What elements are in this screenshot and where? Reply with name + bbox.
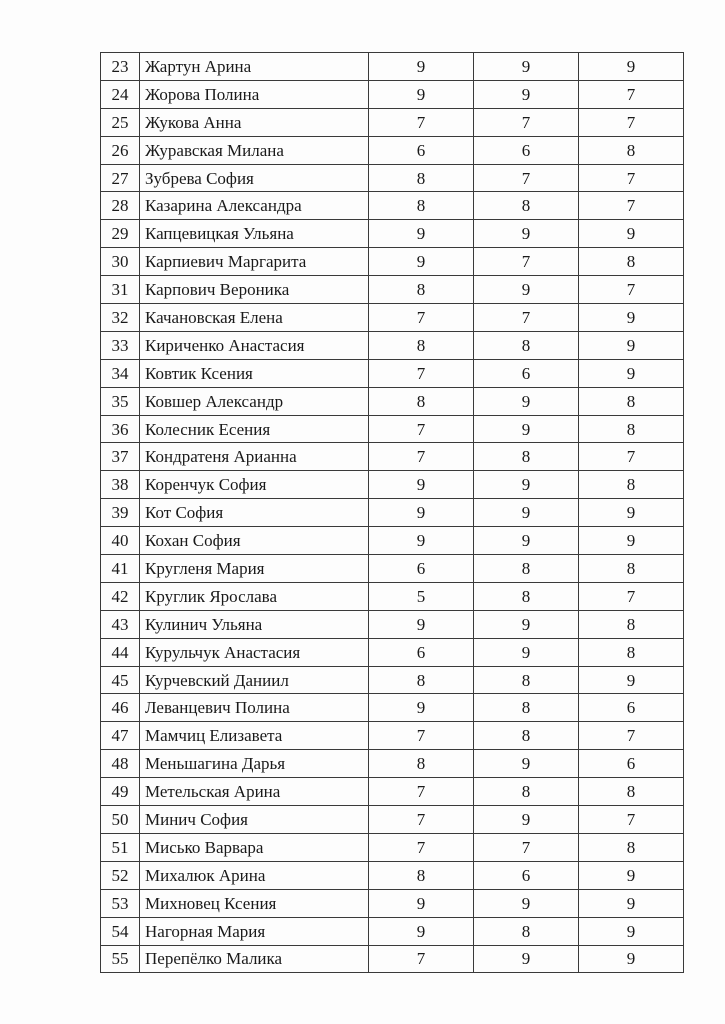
grade-cell-1: 9: [369, 499, 474, 527]
grade-cell-1: 8: [369, 861, 474, 889]
student-name-cell: Кот София: [140, 499, 369, 527]
row-number-cell: 29: [101, 220, 140, 248]
grade-cell-1: 9: [369, 248, 474, 276]
row-number-cell: 51: [101, 833, 140, 861]
grade-cell-1: 7: [369, 443, 474, 471]
grade-cell-2: 9: [474, 806, 579, 834]
student-name-cell: Минич София: [140, 806, 369, 834]
grade-cell-2: 8: [474, 666, 579, 694]
grade-cell-3: 9: [579, 861, 684, 889]
row-number-cell: 26: [101, 136, 140, 164]
grade-cell-2: 8: [474, 331, 579, 359]
grade-cell-3: 9: [579, 889, 684, 917]
table-row: [101, 359, 684, 387]
student-name-cell: Кулинич Ульяна: [140, 610, 369, 638]
table-row: [101, 694, 684, 722]
table-row: [101, 220, 684, 248]
grade-cell-1: 8: [369, 387, 474, 415]
student-name-cell: Кириченко Анастасия: [140, 331, 369, 359]
grade-cell-3: 9: [579, 527, 684, 555]
table-row: [101, 53, 684, 81]
grade-cell-3: 9: [579, 220, 684, 248]
grade-cell-2: 9: [474, 276, 579, 304]
table-row: [101, 471, 684, 499]
table-row: [101, 80, 684, 108]
student-name-cell: Казарина Александра: [140, 192, 369, 220]
table-row: [101, 304, 684, 332]
student-name-cell: Журавская Милана: [140, 136, 369, 164]
grade-cell-3: 9: [579, 499, 684, 527]
grade-cell-3: 8: [579, 248, 684, 276]
grade-cell-3: 8: [579, 610, 684, 638]
row-number-cell: 41: [101, 555, 140, 583]
row-number-cell: 23: [101, 53, 140, 81]
grade-cell-2: 9: [474, 471, 579, 499]
row-number-cell: 40: [101, 527, 140, 555]
table-row: [101, 527, 684, 555]
grade-cell-2: 8: [474, 778, 579, 806]
row-number-cell: 35: [101, 387, 140, 415]
grade-cell-3: 9: [579, 666, 684, 694]
row-number-cell: 50: [101, 806, 140, 834]
student-name-cell: Михновец Ксения: [140, 889, 369, 917]
table-row: [101, 499, 684, 527]
row-number-cell: 34: [101, 359, 140, 387]
grade-cell-1: 7: [369, 108, 474, 136]
grade-cell-1: 8: [369, 192, 474, 220]
table-row: [101, 331, 684, 359]
table-row: [101, 889, 684, 917]
grade-cell-3: 7: [579, 722, 684, 750]
grade-cell-3: 7: [579, 582, 684, 610]
grade-cell-2: 9: [474, 610, 579, 638]
grade-cell-1: 5: [369, 582, 474, 610]
grade-cell-2: 8: [474, 694, 579, 722]
grade-cell-1: 8: [369, 666, 474, 694]
student-name-cell: Круглик Ярослава: [140, 582, 369, 610]
row-number-cell: 49: [101, 778, 140, 806]
grade-cell-1: 6: [369, 638, 474, 666]
student-name-cell: Нагорная Мария: [140, 917, 369, 945]
row-number-cell: 38: [101, 471, 140, 499]
student-name-cell: Кохан София: [140, 527, 369, 555]
grade-cell-3: 9: [579, 53, 684, 81]
student-name-cell: Капцевицкая Ульяна: [140, 220, 369, 248]
grade-cell-3: 8: [579, 387, 684, 415]
grades-table-body: [101, 53, 684, 973]
grade-cell-1: 9: [369, 917, 474, 945]
table-row: [101, 582, 684, 610]
grade-cell-3: 8: [579, 415, 684, 443]
grade-cell-2: 7: [474, 164, 579, 192]
grade-cell-2: 9: [474, 415, 579, 443]
student-name-cell: Курульчук Анастасия: [140, 638, 369, 666]
table-row: [101, 555, 684, 583]
grade-cell-1: 9: [369, 889, 474, 917]
grade-cell-2: 9: [474, 638, 579, 666]
table-row: [101, 750, 684, 778]
grade-cell-2: 7: [474, 833, 579, 861]
row-number-cell: 28: [101, 192, 140, 220]
grade-cell-1: 8: [369, 331, 474, 359]
grade-cell-1: 9: [369, 694, 474, 722]
grade-cell-1: 7: [369, 359, 474, 387]
grade-cell-1: 9: [369, 471, 474, 499]
grade-cell-2: 6: [474, 136, 579, 164]
grade-cell-3: 9: [579, 945, 684, 973]
grade-cell-3: 9: [579, 917, 684, 945]
row-number-cell: 48: [101, 750, 140, 778]
table-row: [101, 833, 684, 861]
grade-cell-1: 7: [369, 722, 474, 750]
row-number-cell: 33: [101, 331, 140, 359]
student-name-cell: Леванцевич Полина: [140, 694, 369, 722]
table-row: [101, 387, 684, 415]
student-name-cell: Коренчук София: [140, 471, 369, 499]
row-number-cell: 30: [101, 248, 140, 276]
table-row: [101, 861, 684, 889]
student-name-cell: Курчевский Даниил: [140, 666, 369, 694]
grade-cell-1: 7: [369, 415, 474, 443]
grade-cell-3: 8: [579, 638, 684, 666]
grade-cell-1: 9: [369, 610, 474, 638]
grade-cell-3: 7: [579, 443, 684, 471]
row-number-cell: 43: [101, 610, 140, 638]
row-number-cell: 25: [101, 108, 140, 136]
student-name-cell: Жорова Полина: [140, 80, 369, 108]
grade-cell-2: 9: [474, 750, 579, 778]
row-number-cell: 53: [101, 889, 140, 917]
row-number-cell: 54: [101, 917, 140, 945]
grade-cell-1: 7: [369, 304, 474, 332]
student-name-cell: Жартун Арина: [140, 53, 369, 81]
table-row: [101, 666, 684, 694]
row-number-cell: 37: [101, 443, 140, 471]
table-row: [101, 276, 684, 304]
student-name-cell: Жукова Анна: [140, 108, 369, 136]
grade-cell-1: 7: [369, 833, 474, 861]
row-number-cell: 31: [101, 276, 140, 304]
table-row: [101, 164, 684, 192]
grade-cell-2: 7: [474, 108, 579, 136]
grade-cell-3: 6: [579, 750, 684, 778]
grade-cell-2: 9: [474, 53, 579, 81]
row-number-cell: 32: [101, 304, 140, 332]
row-number-cell: 47: [101, 722, 140, 750]
student-name-cell: Мамчиц Елизавета: [140, 722, 369, 750]
grade-cell-1: 9: [369, 80, 474, 108]
student-name-cell: Карпиевич Маргарита: [140, 248, 369, 276]
table-row: [101, 108, 684, 136]
table-row: [101, 778, 684, 806]
student-name-cell: Кругленя Мария: [140, 555, 369, 583]
table-row: [101, 722, 684, 750]
student-name-cell: Ковтик Ксения: [140, 359, 369, 387]
grade-cell-2: 8: [474, 917, 579, 945]
grades-table: [100, 52, 684, 973]
grade-cell-3: 6: [579, 694, 684, 722]
grade-cell-2: 7: [474, 304, 579, 332]
grade-cell-2: 9: [474, 387, 579, 415]
grade-cell-1: 9: [369, 53, 474, 81]
grade-cell-2: 9: [474, 889, 579, 917]
grade-cell-3: 8: [579, 778, 684, 806]
grade-cell-3: 8: [579, 833, 684, 861]
student-name-cell: Колесник Есения: [140, 415, 369, 443]
row-number-cell: 36: [101, 415, 140, 443]
grade-cell-3: 7: [579, 806, 684, 834]
student-name-cell: Перепёлко Малика: [140, 945, 369, 973]
row-number-cell: 42: [101, 582, 140, 610]
row-number-cell: 24: [101, 80, 140, 108]
grade-cell-3: 8: [579, 136, 684, 164]
grade-cell-2: 8: [474, 192, 579, 220]
grade-cell-3: 7: [579, 276, 684, 304]
grade-cell-2: 9: [474, 220, 579, 248]
grade-cell-1: 6: [369, 136, 474, 164]
grade-cell-3: 8: [579, 471, 684, 499]
table-row: [101, 136, 684, 164]
grade-cell-2: 9: [474, 80, 579, 108]
grade-cell-3: 8: [579, 555, 684, 583]
grade-cell-2: 8: [474, 443, 579, 471]
row-number-cell: 39: [101, 499, 140, 527]
student-name-cell: Мисько Варвара: [140, 833, 369, 861]
row-number-cell: 45: [101, 666, 140, 694]
student-name-cell: Карпович Вероника: [140, 276, 369, 304]
grade-cell-3: 7: [579, 192, 684, 220]
grade-cell-3: 7: [579, 80, 684, 108]
table-row: [101, 638, 684, 666]
grade-cell-2: 8: [474, 555, 579, 583]
grade-cell-2: 9: [474, 527, 579, 555]
grade-cell-1: 6: [369, 555, 474, 583]
row-number-cell: 44: [101, 638, 140, 666]
grade-cell-1: 7: [369, 945, 474, 973]
grade-cell-1: 8: [369, 276, 474, 304]
student-name-cell: Зубрева София: [140, 164, 369, 192]
student-name-cell: Кондратеня Арианна: [140, 443, 369, 471]
grade-cell-1: 7: [369, 778, 474, 806]
student-name-cell: Ковшер Александр: [140, 387, 369, 415]
grade-cell-1: 8: [369, 164, 474, 192]
table-row: [101, 415, 684, 443]
grade-cell-1: 7: [369, 806, 474, 834]
grade-cell-3: 9: [579, 304, 684, 332]
table-row: [101, 443, 684, 471]
grade-cell-2: 7: [474, 248, 579, 276]
grade-cell-2: 8: [474, 582, 579, 610]
row-number-cell: 27: [101, 164, 140, 192]
grade-cell-1: 9: [369, 220, 474, 248]
table-row: [101, 917, 684, 945]
grade-cell-3: 7: [579, 164, 684, 192]
grade-cell-2: 9: [474, 499, 579, 527]
grade-cell-2: 9: [474, 945, 579, 973]
table-row: [101, 945, 684, 973]
student-name-cell: Качановская Елена: [140, 304, 369, 332]
table-row: [101, 248, 684, 276]
grade-cell-2: 6: [474, 359, 579, 387]
student-name-cell: Метельская Арина: [140, 778, 369, 806]
grade-cell-1: 8: [369, 750, 474, 778]
table-row: [101, 192, 684, 220]
student-name-cell: Михалюк Арина: [140, 861, 369, 889]
student-name-cell: Меньшагина Дарья: [140, 750, 369, 778]
row-number-cell: 55: [101, 945, 140, 973]
row-number-cell: 46: [101, 694, 140, 722]
row-number-cell: 52: [101, 861, 140, 889]
grade-cell-1: 9: [369, 527, 474, 555]
grade-cell-3: 7: [579, 108, 684, 136]
grade-cell-3: 9: [579, 359, 684, 387]
grade-cell-2: 8: [474, 722, 579, 750]
table-row: [101, 610, 684, 638]
table-row: [101, 806, 684, 834]
grade-cell-2: 6: [474, 861, 579, 889]
grade-cell-3: 9: [579, 331, 684, 359]
